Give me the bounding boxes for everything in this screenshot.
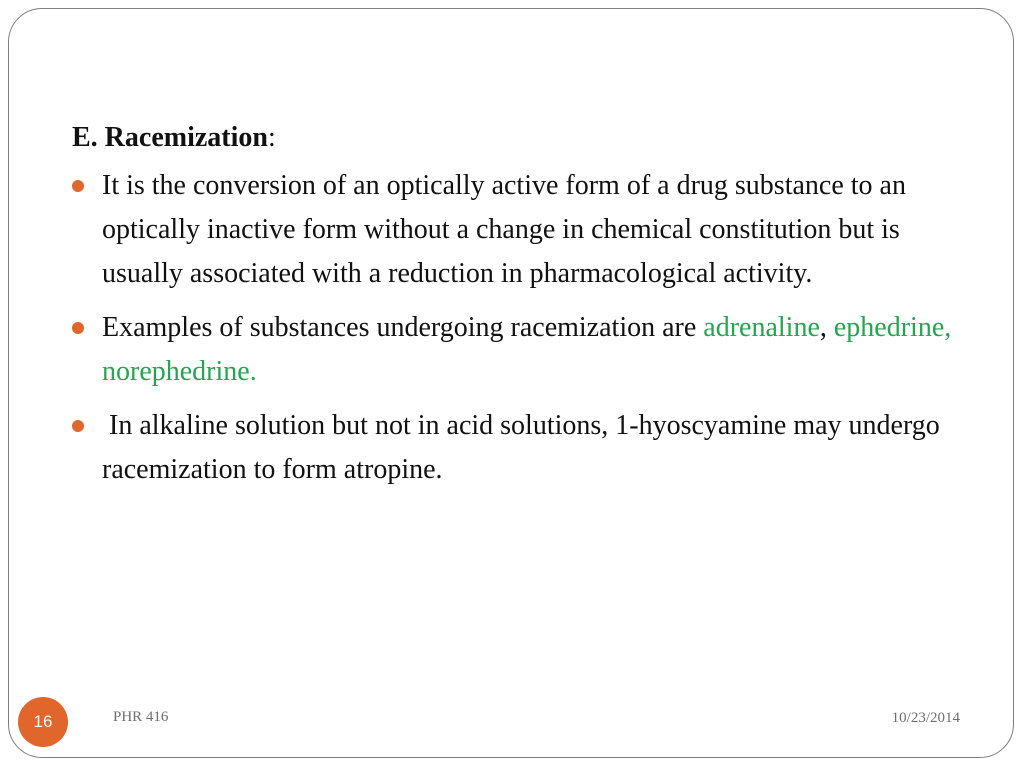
example-separator: , (819, 312, 834, 343)
bullet-item-hyoscyamine (72, 404, 962, 492)
bullet-text: In alkaline solution but not in acid solutions, 1-hyoscyamine may undergo racemization to form atropine. (102, 410, 947, 485)
bullet-item-examples (72, 306, 962, 394)
bullet-text: Examples of substances undergoing racemization are (102, 312, 704, 343)
example-adrenaline: adrenaline (703, 312, 820, 343)
bullet-dot-icon (72, 420, 84, 432)
footer-date: 10/23/2014 (891, 710, 960, 726)
bullet-item-definition (72, 164, 962, 296)
slide-heading (72, 118, 962, 158)
slide-content (72, 118, 962, 502)
footer-course-label: PHR 416 (113, 709, 169, 725)
bullet-dot-icon (72, 322, 84, 334)
bullet-text: It is the conversion of an optically active form of a drug substance to an optically inactive form without a change in chemical constitution but is usually associated with a reduction in pharmacological activity. (102, 170, 906, 289)
example-ephedrine: ephedrine, norephedrine. (102, 312, 952, 387)
heading-title: E. Racemization (72, 122, 268, 153)
bullet-dot-icon (72, 180, 84, 192)
heading-colon: : (267, 122, 276, 153)
page-number-badge: 16 (18, 697, 68, 747)
